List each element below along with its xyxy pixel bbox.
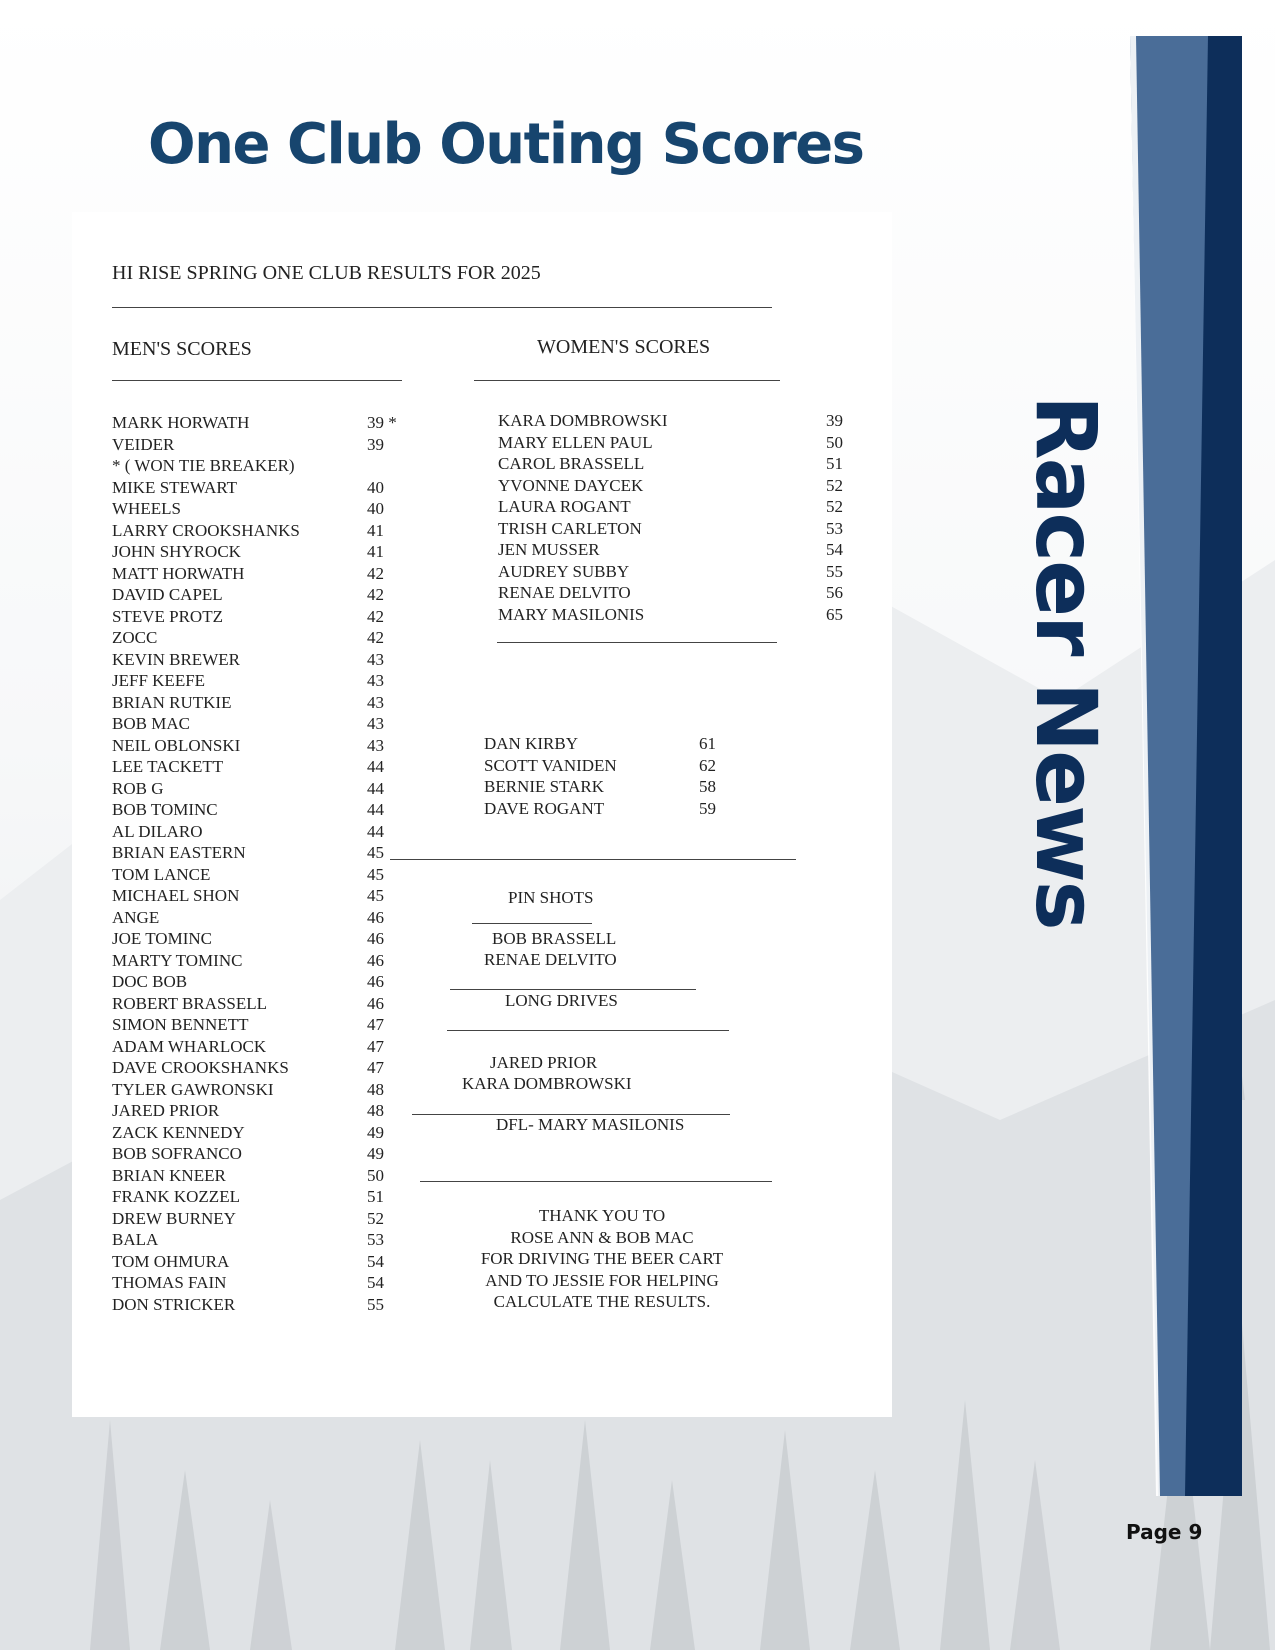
divider [497,642,777,643]
player-name: LARRY CROOKSHANKS [112,520,300,540]
men-score-row [112,670,412,692]
player-score: 55 [826,561,843,581]
player-name: DAVE CROOKSHANKS [112,1058,289,1077]
player-name: MARK HORWATH [112,413,250,432]
additional-scores-list [484,733,784,819]
men-score-row [112,713,412,735]
men-score-row [112,885,412,907]
banner-title: Racer News [1017,395,1115,929]
player-name: CAROL BRASSELL [498,454,645,473]
player-name: DON STRICKER [112,1294,236,1314]
men-score-row [112,1186,412,1208]
player-score: 54 [367,1273,384,1292]
player-score: 46 [367,993,384,1013]
dfl-result: DFL- MARY MASILONIS [496,1115,685,1134]
thank-you-line: CALCULATE THE RESULTS. [493,1292,711,1311]
player-score: 42 [367,563,384,583]
player-name: BOB TOMINC [112,800,218,819]
player-name: DAN KIRBY [484,734,578,753]
player-score: 39 [826,411,843,430]
long-drives-heading: LONG DRIVES [505,991,618,1010]
player-name: KARA DOMBROWSKI [498,411,668,430]
player-name: TOM OHMURA [112,1251,230,1271]
player-score: 40 [367,477,384,497]
player-name: BRIAN EASTERN [112,843,246,862]
divider [474,380,780,381]
divider [447,1030,729,1031]
player-name: BALA [112,1230,159,1249]
divider [390,859,796,860]
men-score-row [112,1057,412,1079]
player-name: DAVE ROGANT [484,798,605,818]
player-score: 40 [367,499,384,518]
player-name: BRIAN RUTKIE [112,692,232,712]
player-score: 39 * [367,413,397,432]
player-score: 42 [367,628,384,647]
pin-shots-winner: BOB BRASSELL [492,929,617,948]
women-score-row [498,518,843,540]
player-score: 43 [367,649,384,669]
player-name: DAVID CAPEL [112,585,223,604]
player-score: 42 [367,606,384,626]
men-score-row [112,928,412,950]
men-score-row [112,1251,412,1273]
additional-score-row [484,776,784,798]
player-name: STEVE PROTZ [112,606,223,626]
player-score: 65 [826,604,843,624]
men-score-row [112,627,412,649]
additional-score-row [484,733,784,755]
player-name: BOB MAC [112,714,190,733]
thank-you-line: THANK YOU TO [538,1206,666,1225]
men-score-row [112,993,412,1015]
women-score-row [498,539,843,561]
thank-you-line: ROSE ANN & BOB MAC [510,1227,694,1247]
player-name: TOM LANCE [112,864,211,884]
player-name: SIMON BENNETT [112,1015,249,1034]
player-score: 59 [699,798,716,818]
thank-you-line: AND TO JESSIE FOR HELPING [485,1270,719,1290]
results-header: HI RISE SPRING ONE CLUB RESULTS FOR 2025 [112,262,541,284]
player-score: 56 [826,583,843,602]
player-name: JOHN SHYROCK [112,542,241,561]
player-score: 51 [367,1187,384,1206]
player-score: 43 [367,692,384,712]
player-name: * ( WON TIE BREAKER) [112,456,295,475]
player-name: RENAE DELVITO [498,583,631,602]
women-score-row [498,496,843,518]
player-score: 49 [367,1144,384,1163]
player-score: 48 [367,1079,384,1099]
player-name: ADAM WHARLOCK [112,1036,267,1056]
player-name: DOC BOB [112,972,188,991]
player-score: 54 [367,1251,384,1271]
player-name: ZOCC [112,628,158,647]
women-score-row [498,561,843,583]
player-name: WHEELS [112,499,181,518]
divider [112,380,402,381]
player-name: AL DILARO [112,821,203,841]
page-title: One Club Outing Scores [148,112,864,177]
player-score: 44 [367,821,384,841]
player-score: 46 [367,929,384,948]
racer-news-banner [1130,36,1242,1496]
player-score: 55 [367,1294,384,1314]
men-score-row [112,1165,412,1187]
player-name: MIKE STEWART [112,477,238,497]
player-name: LAURA ROGANT [498,497,631,516]
player-name: SCOTT VANIDEN [484,755,617,775]
divider [112,307,772,308]
player-score: 45 [367,886,384,905]
player-name: ROB G [112,778,164,798]
player-name: BRIAN KNEER [112,1165,226,1185]
men-score-row [112,1100,412,1122]
men-scores-list [112,412,412,1315]
player-name: MARY ELLEN PAUL [498,432,653,452]
player-name: JARED PRIOR [112,1101,220,1120]
player-score: 45 [367,864,384,884]
player-score: 50 [826,432,843,452]
player-name: BERNIE STARK [484,777,605,796]
women-score-row [498,432,843,454]
men-score-row [112,1208,412,1230]
player-score: 49 [367,1122,384,1142]
men-score-row [112,907,412,929]
player-name: ZACK KENNEDY [112,1122,245,1142]
women-heading: WOMEN'S SCORES [537,336,711,358]
player-score: 44 [367,757,384,776]
women-score-row [498,410,843,432]
additional-score-row [484,798,784,820]
player-score: 62 [699,755,716,775]
women-score-row [498,475,843,497]
player-name: LEE TACKETT [112,757,224,776]
men-score-row [112,412,412,434]
player-score: 41 [367,520,384,540]
player-score: 44 [367,800,384,819]
women-score-row [498,582,843,604]
men-score-row [112,1036,412,1058]
player-score: 48 [367,1101,384,1120]
long-drives-winner: JARED PRIOR [490,1053,598,1072]
player-name: THOMAS FAIN [112,1273,227,1292]
player-score: 47 [367,1036,384,1056]
thank-you-line: FOR DRIVING THE BEER CART [480,1249,724,1268]
men-score-row [112,541,412,563]
player-score: 46 [367,950,384,970]
player-score: 50 [367,1165,384,1185]
pin-shots-heading: PIN SHOTS [508,888,594,907]
men-score-row [112,756,412,778]
player-name: ANGE [112,907,160,927]
thank-you-note [452,1205,752,1313]
player-score: 52 [367,1208,384,1228]
player-score: 47 [367,1015,384,1034]
men-score-row [112,864,412,886]
player-score: 52 [826,475,843,495]
player-name: JOE TOMINC [112,929,212,948]
player-name: TRISH CARLETON [498,518,642,538]
women-score-row [498,604,843,626]
men-score-row [112,821,412,843]
player-score: 46 [367,907,384,927]
player-score: 51 [826,454,843,473]
men-score-row [112,1272,412,1294]
divider [420,1181,772,1182]
men-score-row [112,778,412,800]
men-score-row [112,563,412,585]
men-score-row [112,950,412,972]
women-score-row [498,453,843,475]
player-score: 43 [367,735,384,755]
men-heading: MEN'S SCORES [112,338,252,360]
player-name: ROBERT BRASSELL [112,993,268,1013]
page-number: Page 9 [1126,1520,1203,1544]
player-score: 43 [367,671,384,690]
player-name: MICHAEL SHON [112,886,240,905]
player-name: JEFF KEEFE [112,671,206,690]
player-name: VEIDER [112,434,175,454]
player-score: 53 [826,518,843,538]
men-score-row [112,520,412,542]
player-name: YVONNE DAYCEK [498,475,644,495]
men-score-row [112,584,412,606]
player-name: MARTY TOMINC [112,950,243,970]
pin-shots-winner: RENAE DELVITO [484,950,617,969]
men-score-row [112,649,412,671]
men-score-row [112,1122,412,1144]
player-score: 58 [699,777,716,796]
player-name: NEIL OBLONSKI [112,735,241,755]
player-score: 45 [367,843,384,862]
women-scores-list [498,410,843,625]
player-score: 41 [367,542,384,561]
player-score: 53 [367,1230,384,1249]
men-score-row [112,434,412,456]
player-score: 43 [367,714,384,733]
player-name: TYLER GAWRONSKI [112,1079,274,1099]
player-name: BOB SOFRANCO [112,1144,242,1163]
men-score-row [112,606,412,628]
player-name: JEN MUSSER [498,540,600,559]
player-score: 54 [826,540,843,559]
long-drives-winner: KARA DOMBROWSKI [462,1074,632,1093]
player-name: KEVIN BREWER [112,649,240,669]
additional-score-row [484,755,784,777]
player-name: MATT HORWATH [112,563,245,583]
men-score-row [112,735,412,757]
player-score: 61 [699,734,716,753]
men-score-row [112,1143,412,1165]
player-score: 52 [826,497,843,516]
men-score-row [112,477,412,499]
player-name: AUDREY SUBBY [498,561,630,581]
men-score-row [112,971,412,993]
men-score-row [112,1014,412,1036]
player-score: 46 [367,972,384,991]
results-sheet [72,212,892,1417]
men-score-row [112,1294,412,1316]
men-score-row [112,1079,412,1101]
men-score-row [112,692,412,714]
divider [472,923,592,924]
player-score: 39 [367,434,384,454]
player-name: DREW BURNEY [112,1208,236,1228]
men-score-row [112,842,412,864]
men-score-row [112,455,412,477]
men-score-row [112,498,412,520]
men-score-row [112,1229,412,1251]
player-score: 42 [367,585,384,604]
player-score [367,455,412,477]
player-score: 47 [367,1058,384,1077]
player-name: MARY MASILONIS [498,604,645,624]
player-score: 44 [367,778,384,798]
player-name: FRANK KOZZEL [112,1187,240,1206]
men-score-row [112,799,412,821]
